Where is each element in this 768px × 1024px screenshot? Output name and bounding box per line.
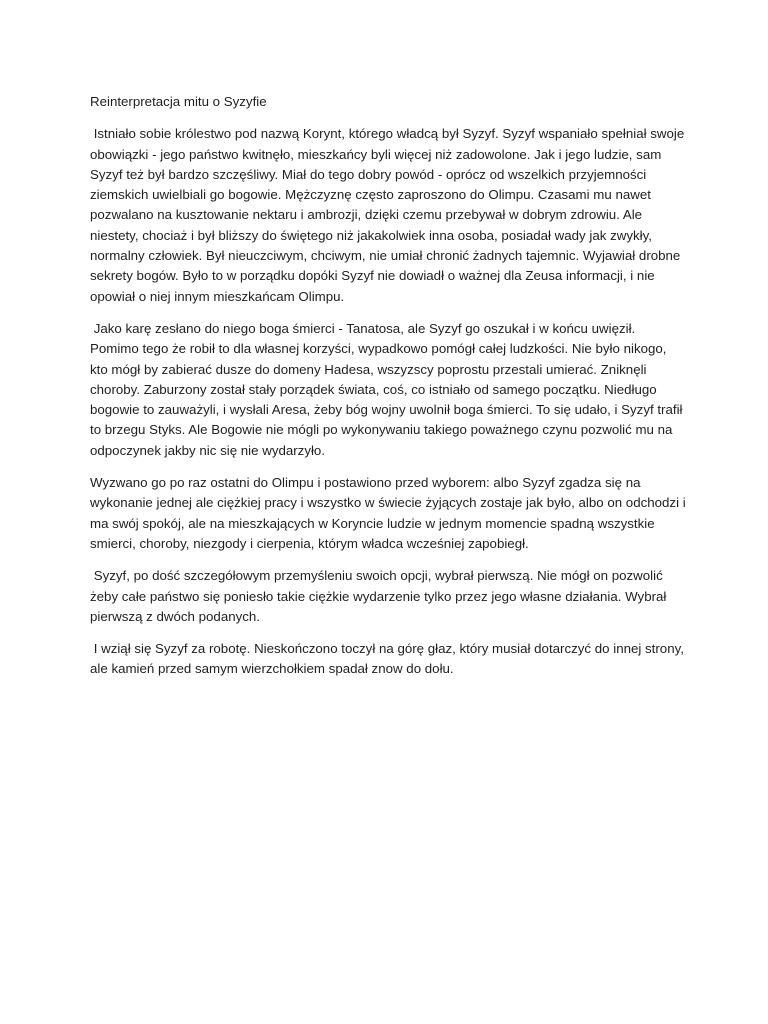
paragraph-3: Wyzwano go po raz ostatni do Olimpu i postawiono przed wyborem: albo Syzyf zgadza się na wykonanie jednej ale ciężkiej pracy i wszystko w świecie żyjących zostaje jak było, albo on odchodzi i ma swój spokój, ale na mieszkających w Koryncie ludzie w jednym momencie spadną wszystkie smierci, choroby, niezgody i cierpenia, którym władca wcześniej zapobiegł.	[90, 475, 690, 551]
paragraph-2: Jako karę zesłano do niego boga śmierci - Tanatosa, ale Syzyf go oszukał i w końcu uwięził. Pomimo tego że robił to dla własnej korzyści, wypadkowo pomógł całej ludzkości. Nie było nikogo, kto mógł by zabierać dusze do domeny Hadesa, wszyzscy poprostu przestali umierać. Zniknęli choroby. Zaburzony został stały porządek świata, coś, co istniało od samego początku. Niedługo bogowie to zauważyli, i wysłali Aresa, żeby bóg wojny uwolnił boga śmierci. To się udało, i Syzyf trafił to brzegu Styks. Ale Bogowie nie mógli po wykonywaniu takiego poważnego czynu pozwolić mu na odpoczynek jakby nic się nie wydarzyło.	[90, 320, 687, 458]
document-title: Reinterpretacja mitu o Syzyfie	[90, 94, 267, 109]
document-body	[90, 92, 690, 692]
paragraph-1: Istniało sobie królestwo pod nazwą Korynt, którego władcą był Syzyf. Syzyf wspaniało spełniał swoje obowiązki - jego państwo kwitnęło, mieszkańcy byli więcej niż zadowolone. Jak i jego ludzie, sam Syzyf też był bardzo szczęśliwy. Miał do tego dobry powód - oprócz od wszelkich przyjemności ziemskich uwielbiali go bogowie. Mężczyznę często zaproszono do Olimpu. Czasami mu nawet pozwalano na kusztowanie nektaru i ambrozji, dzięki czemu przebywał w dobrym zdrowiu. Ale niestety, chociaż i był bliższy do świętego niż jakakolwiek inna osoba, posiadał wady jak zwykły, normalny człowiek. Był nieuczciwym, chciwym, nie umiał chronić żadnych tajemnic. Wyjawiał drobne sekrety bogów. Było to w porządku dopóki Syzyf nie dowiadł o ważnej dla Zeusa informacji, i nie opowiał o niej innym mieszkańcam Olimpu.	[90, 126, 688, 304]
paragraph-4: Syzyf, po dość szczegółowym przemyśleniu swoich opcji, wybrał pierwszą. Nie mógł on pozwolić żeby całe państwo się poniesło takie ciężkie wydarzenie tylko przez jego własne działania. Wybrał pierwszą z dwóch podanych.	[90, 568, 671, 624]
paragraph-5: I wziął się Syzyf za robotę. Nieskończono toczył na górę głaz, który musiał dotarczyć do innej strony, ale kamień przed samym wierzchołkiem spadał znow do dołu.	[90, 641, 688, 677]
